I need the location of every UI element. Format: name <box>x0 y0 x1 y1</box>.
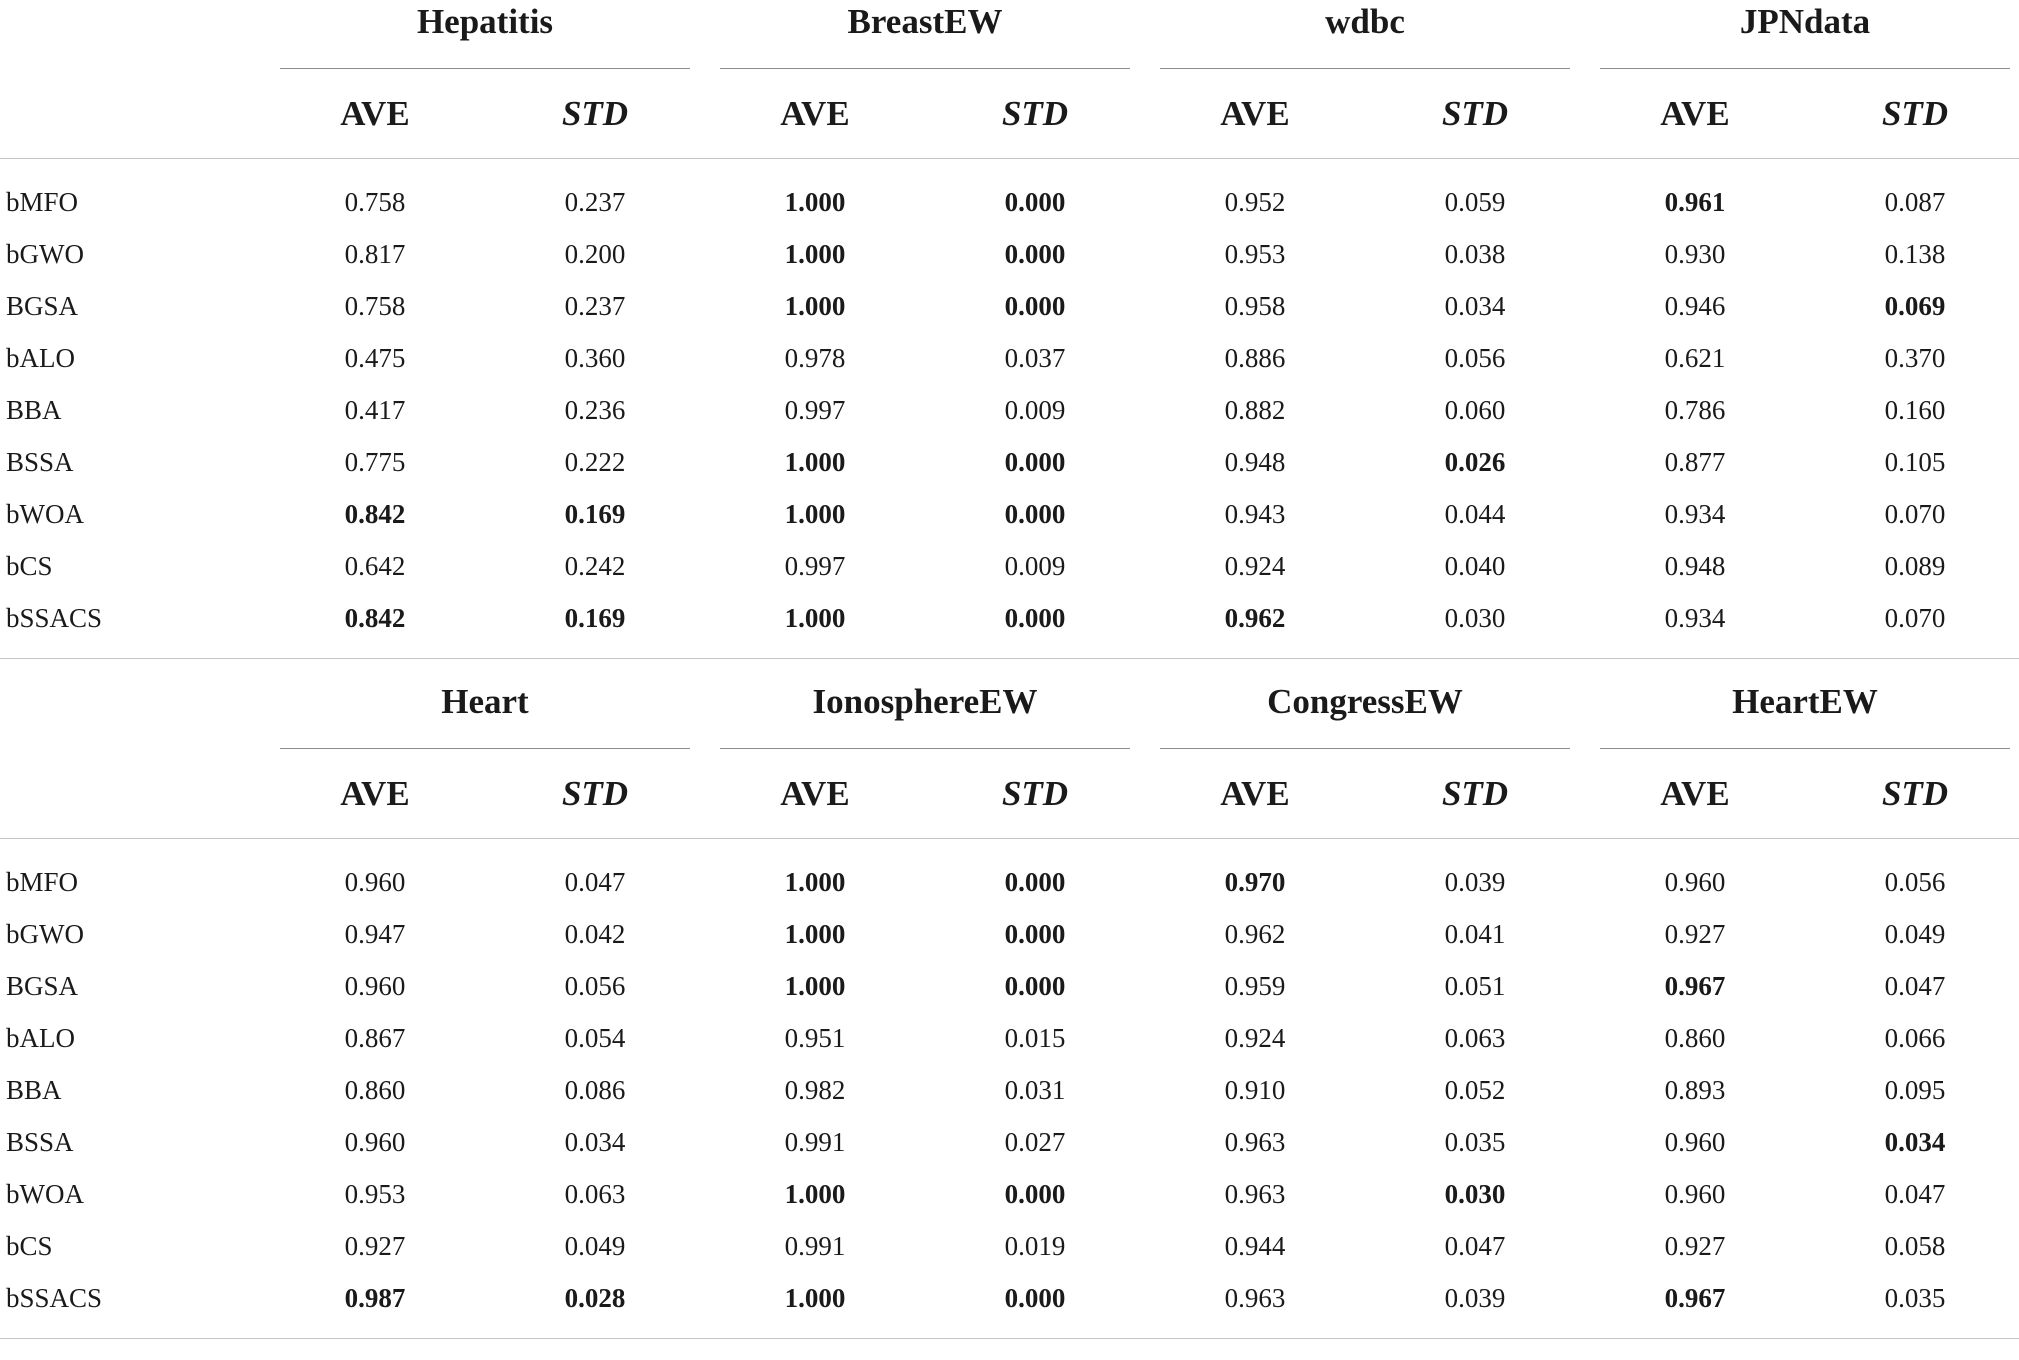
algorithm-name: bALO <box>6 343 75 373</box>
ave-value: 0.959 <box>1224 971 1286 1001</box>
std-column-header: STD <box>1881 774 1949 813</box>
ave-value: 0.860 <box>344 1075 406 1105</box>
ave-value: 1.000 <box>784 867 846 897</box>
ave-value: 0.953 <box>1224 239 1286 269</box>
ave-value: 0.948 <box>1664 551 1726 581</box>
std-value: 0.000 <box>1004 919 1066 949</box>
algorithm-name: BGSA <box>6 291 79 321</box>
algorithm-name: BSSA <box>6 1127 74 1157</box>
std-value: 0.063 <box>564 1179 626 1209</box>
ave-column-header: AVE <box>1660 94 1730 133</box>
ave-value: 0.947 <box>344 919 406 949</box>
std-value: 0.031 <box>1004 1075 1066 1105</box>
ave-value: 0.960 <box>1664 867 1726 897</box>
std-value: 0.060 <box>1444 395 1506 425</box>
ave-value: 0.991 <box>784 1231 846 1261</box>
ave-value: 0.882 <box>1224 395 1286 425</box>
std-value: 0.030 <box>1444 1179 1506 1209</box>
std-value: 0.035 <box>1884 1283 1946 1313</box>
std-value: 0.063 <box>1444 1023 1506 1053</box>
std-value: 0.000 <box>1004 867 1066 897</box>
std-value: 0.070 <box>1884 499 1946 529</box>
ave-value: 0.960 <box>344 867 406 897</box>
ave-value: 0.962 <box>1224 603 1286 633</box>
std-value: 0.009 <box>1004 395 1066 425</box>
ave-value: 1.000 <box>784 919 846 949</box>
ave-value: 0.924 <box>1224 551 1286 581</box>
std-value: 0.222 <box>564 447 626 477</box>
ave-value: 0.952 <box>1224 187 1286 217</box>
ave-value: 0.960 <box>344 971 406 1001</box>
std-column-header: STD <box>1881 94 1949 133</box>
std-value: 0.000 <box>1004 971 1066 1001</box>
ave-value: 0.930 <box>1664 239 1726 269</box>
ave-value: 1.000 <box>784 1283 846 1313</box>
ave-value: 0.934 <box>1664 603 1726 633</box>
dataset-rule <box>280 68 690 69</box>
dataset-rule <box>1600 68 2010 69</box>
std-value: 0.049 <box>564 1231 626 1261</box>
algorithm-name: bMFO <box>6 867 79 897</box>
ave-value: 0.946 <box>1664 291 1726 321</box>
std-column-header: STD <box>561 774 629 813</box>
ave-column-header: AVE <box>1660 774 1730 813</box>
ave-value: 0.758 <box>344 291 406 321</box>
algorithm-name: bWOA <box>6 499 84 529</box>
algorithm-name: bGWO <box>6 239 84 269</box>
std-value: 0.200 <box>564 239 626 269</box>
std-value: 0.035 <box>1444 1127 1506 1157</box>
std-value: 0.066 <box>1884 1023 1946 1053</box>
header-divider <box>0 838 2019 839</box>
ave-value: 1.000 <box>784 239 846 269</box>
table-block-bottom <box>0 680 2019 1360</box>
dataset-rule <box>1600 748 2010 749</box>
dataset-title: IonosphereEW <box>812 682 1038 721</box>
std-value: 0.169 <box>564 603 626 633</box>
std-value: 0.000 <box>1004 291 1066 321</box>
std-value: 0.052 <box>1444 1075 1506 1105</box>
algorithm-name: BSSA <box>6 447 74 477</box>
ave-value: 0.960 <box>344 1127 406 1157</box>
ave-value: 0.877 <box>1664 447 1726 477</box>
ave-value: 0.642 <box>344 551 406 581</box>
std-value: 0.054 <box>564 1023 626 1053</box>
header-divider <box>0 158 2019 159</box>
ave-value: 1.000 <box>784 603 846 633</box>
ave-value: 0.958 <box>1224 291 1286 321</box>
ave-value: 0.963 <box>1224 1179 1286 1209</box>
algorithm-name: bWOA <box>6 1179 84 1209</box>
ave-value: 1.000 <box>784 187 846 217</box>
ave-column-header: AVE <box>780 774 850 813</box>
std-value: 0.042 <box>564 919 626 949</box>
std-value: 0.056 <box>564 971 626 1001</box>
std-value: 0.056 <box>1444 343 1506 373</box>
ave-value: 0.758 <box>344 187 406 217</box>
ave-value: 0.960 <box>1664 1127 1726 1157</box>
ave-value: 0.927 <box>344 1231 406 1261</box>
std-value: 0.089 <box>1884 551 1946 581</box>
std-value: 0.034 <box>1884 1127 1946 1157</box>
std-value: 0.237 <box>564 187 626 217</box>
ave-value: 1.000 <box>784 499 846 529</box>
std-value: 0.059 <box>1444 187 1506 217</box>
algorithm-name: bSSACS <box>6 603 103 633</box>
std-value: 0.360 <box>564 343 626 373</box>
ave-column-header: AVE <box>1220 774 1290 813</box>
std-value: 0.169 <box>564 499 626 529</box>
std-value: 0.047 <box>1884 1179 1946 1209</box>
ave-column-header: AVE <box>340 774 410 813</box>
std-column-header: STD <box>1441 94 1509 133</box>
algorithm-name: BBA <box>6 395 62 425</box>
ave-column-header: AVE <box>780 94 850 133</box>
ave-value: 0.960 <box>1664 1179 1726 1209</box>
std-value: 0.026 <box>1444 447 1506 477</box>
algorithm-name: bGWO <box>6 919 84 949</box>
std-value: 0.000 <box>1004 239 1066 269</box>
std-value: 0.087 <box>1884 187 1946 217</box>
algorithm-name: BBA <box>6 1075 62 1105</box>
dataset-title: CongressEW <box>1267 682 1463 721</box>
std-value: 0.242 <box>564 551 626 581</box>
ave-value: 0.886 <box>1224 343 1286 373</box>
ave-value: 1.000 <box>784 1179 846 1209</box>
algorithm-name: BGSA <box>6 971 79 1001</box>
ave-value: 1.000 <box>784 447 846 477</box>
ave-value: 0.924 <box>1224 1023 1286 1053</box>
ave-value: 0.417 <box>344 395 406 425</box>
ave-value: 0.978 <box>784 343 846 373</box>
std-value: 0.095 <box>1884 1075 1946 1105</box>
std-value: 0.049 <box>1884 919 1946 949</box>
algorithm-name: bALO <box>6 1023 75 1053</box>
ave-value: 0.475 <box>344 343 406 373</box>
dataset-title: wdbc <box>1325 2 1405 41</box>
ave-column-header: AVE <box>1220 94 1290 133</box>
dataset-rule <box>720 68 1130 69</box>
std-value: 0.236 <box>564 395 626 425</box>
ave-value: 0.867 <box>344 1023 406 1053</box>
algorithm-name: bSSACS <box>6 1283 103 1313</box>
std-value: 0.038 <box>1444 239 1506 269</box>
std-value: 0.000 <box>1004 499 1066 529</box>
algorithm-name: bMFO <box>6 187 79 217</box>
ave-value: 0.786 <box>1664 395 1726 425</box>
block-divider <box>0 658 2019 659</box>
std-value: 0.019 <box>1004 1231 1066 1261</box>
std-value: 0.105 <box>1884 447 1946 477</box>
std-value: 0.015 <box>1004 1023 1066 1053</box>
ave-value: 0.775 <box>344 447 406 477</box>
std-value: 0.027 <box>1004 1127 1066 1157</box>
ave-value: 0.982 <box>784 1075 846 1105</box>
std-column-header: STD <box>561 94 629 133</box>
ave-value: 0.997 <box>784 551 846 581</box>
std-value: 0.160 <box>1884 395 1946 425</box>
ave-value: 0.962 <box>1224 919 1286 949</box>
ave-value: 0.934 <box>1664 499 1726 529</box>
table-bottom-rule <box>0 1338 2019 1339</box>
ave-value: 0.910 <box>1224 1075 1286 1105</box>
std-value: 0.034 <box>564 1127 626 1157</box>
std-value: 0.047 <box>1884 971 1946 1001</box>
std-value: 0.034 <box>1444 291 1506 321</box>
ave-value: 0.967 <box>1664 971 1726 1001</box>
algorithm-name: bCS <box>6 551 53 581</box>
std-value: 0.058 <box>1884 1231 1946 1261</box>
std-value: 0.047 <box>564 867 626 897</box>
algorithm-name: bCS <box>6 1231 53 1261</box>
ave-value: 0.963 <box>1224 1127 1286 1157</box>
dataset-rule <box>720 748 1130 749</box>
std-value: 0.070 <box>1884 603 1946 633</box>
ave-value: 0.842 <box>344 603 406 633</box>
ave-column-header: AVE <box>340 94 410 133</box>
std-value: 0.009 <box>1004 551 1066 581</box>
ave-value: 0.927 <box>1664 919 1726 949</box>
ave-value: 0.927 <box>1664 1231 1726 1261</box>
ave-value: 0.893 <box>1664 1075 1726 1105</box>
ave-value: 0.967 <box>1664 1283 1726 1313</box>
std-value: 0.040 <box>1444 551 1506 581</box>
std-value: 0.044 <box>1444 499 1506 529</box>
std-value: 0.051 <box>1444 971 1506 1001</box>
std-value: 0.000 <box>1004 603 1066 633</box>
ave-value: 0.943 <box>1224 499 1286 529</box>
dataset-rule <box>1160 748 1570 749</box>
ave-value: 0.991 <box>784 1127 846 1157</box>
std-value: 0.056 <box>1884 867 1946 897</box>
std-value: 0.000 <box>1004 187 1066 217</box>
ave-value: 0.621 <box>1664 343 1726 373</box>
ave-value: 0.970 <box>1224 867 1286 897</box>
ave-value: 0.997 <box>784 395 846 425</box>
std-value: 0.069 <box>1884 291 1946 321</box>
ave-value: 1.000 <box>784 291 846 321</box>
std-column-header: STD <box>1001 774 1069 813</box>
ave-value: 0.963 <box>1224 1283 1286 1313</box>
std-value: 0.370 <box>1884 343 1946 373</box>
dataset-title: Heart <box>441 682 529 721</box>
std-value: 0.037 <box>1004 343 1066 373</box>
std-value: 0.047 <box>1444 1231 1506 1261</box>
std-value: 0.000 <box>1004 447 1066 477</box>
ave-value: 0.944 <box>1224 1231 1286 1261</box>
std-column-header: STD <box>1441 774 1509 813</box>
std-value: 0.028 <box>564 1283 626 1313</box>
std-value: 0.237 <box>564 291 626 321</box>
ave-value: 0.987 <box>344 1283 406 1313</box>
dataset-title: Hepatitis <box>416 2 554 41</box>
dataset-rule <box>1160 68 1570 69</box>
dataset-title: BreastEW <box>847 2 1003 41</box>
std-value: 0.039 <box>1444 1283 1506 1313</box>
std-value: 0.138 <box>1884 239 1946 269</box>
dataset-rule <box>280 748 690 749</box>
std-value: 0.039 <box>1444 867 1506 897</box>
ave-value: 0.953 <box>344 1179 406 1209</box>
std-value: 0.041 <box>1444 919 1506 949</box>
std-value: 0.030 <box>1444 603 1506 633</box>
std-value: 0.086 <box>564 1075 626 1105</box>
dataset-title: HeartEW <box>1732 682 1878 721</box>
ave-value: 0.951 <box>784 1023 846 1053</box>
ave-value: 0.860 <box>1664 1023 1726 1053</box>
std-value: 0.000 <box>1004 1179 1066 1209</box>
std-value: 0.000 <box>1004 1283 1066 1313</box>
std-column-header: STD <box>1001 94 1069 133</box>
ave-value: 0.817 <box>344 239 406 269</box>
dataset-title: JPNdata <box>1739 2 1871 41</box>
ave-value: 1.000 <box>784 971 846 1001</box>
ave-value: 0.961 <box>1664 187 1726 217</box>
ave-value: 0.948 <box>1224 447 1286 477</box>
ave-value: 0.842 <box>344 499 406 529</box>
